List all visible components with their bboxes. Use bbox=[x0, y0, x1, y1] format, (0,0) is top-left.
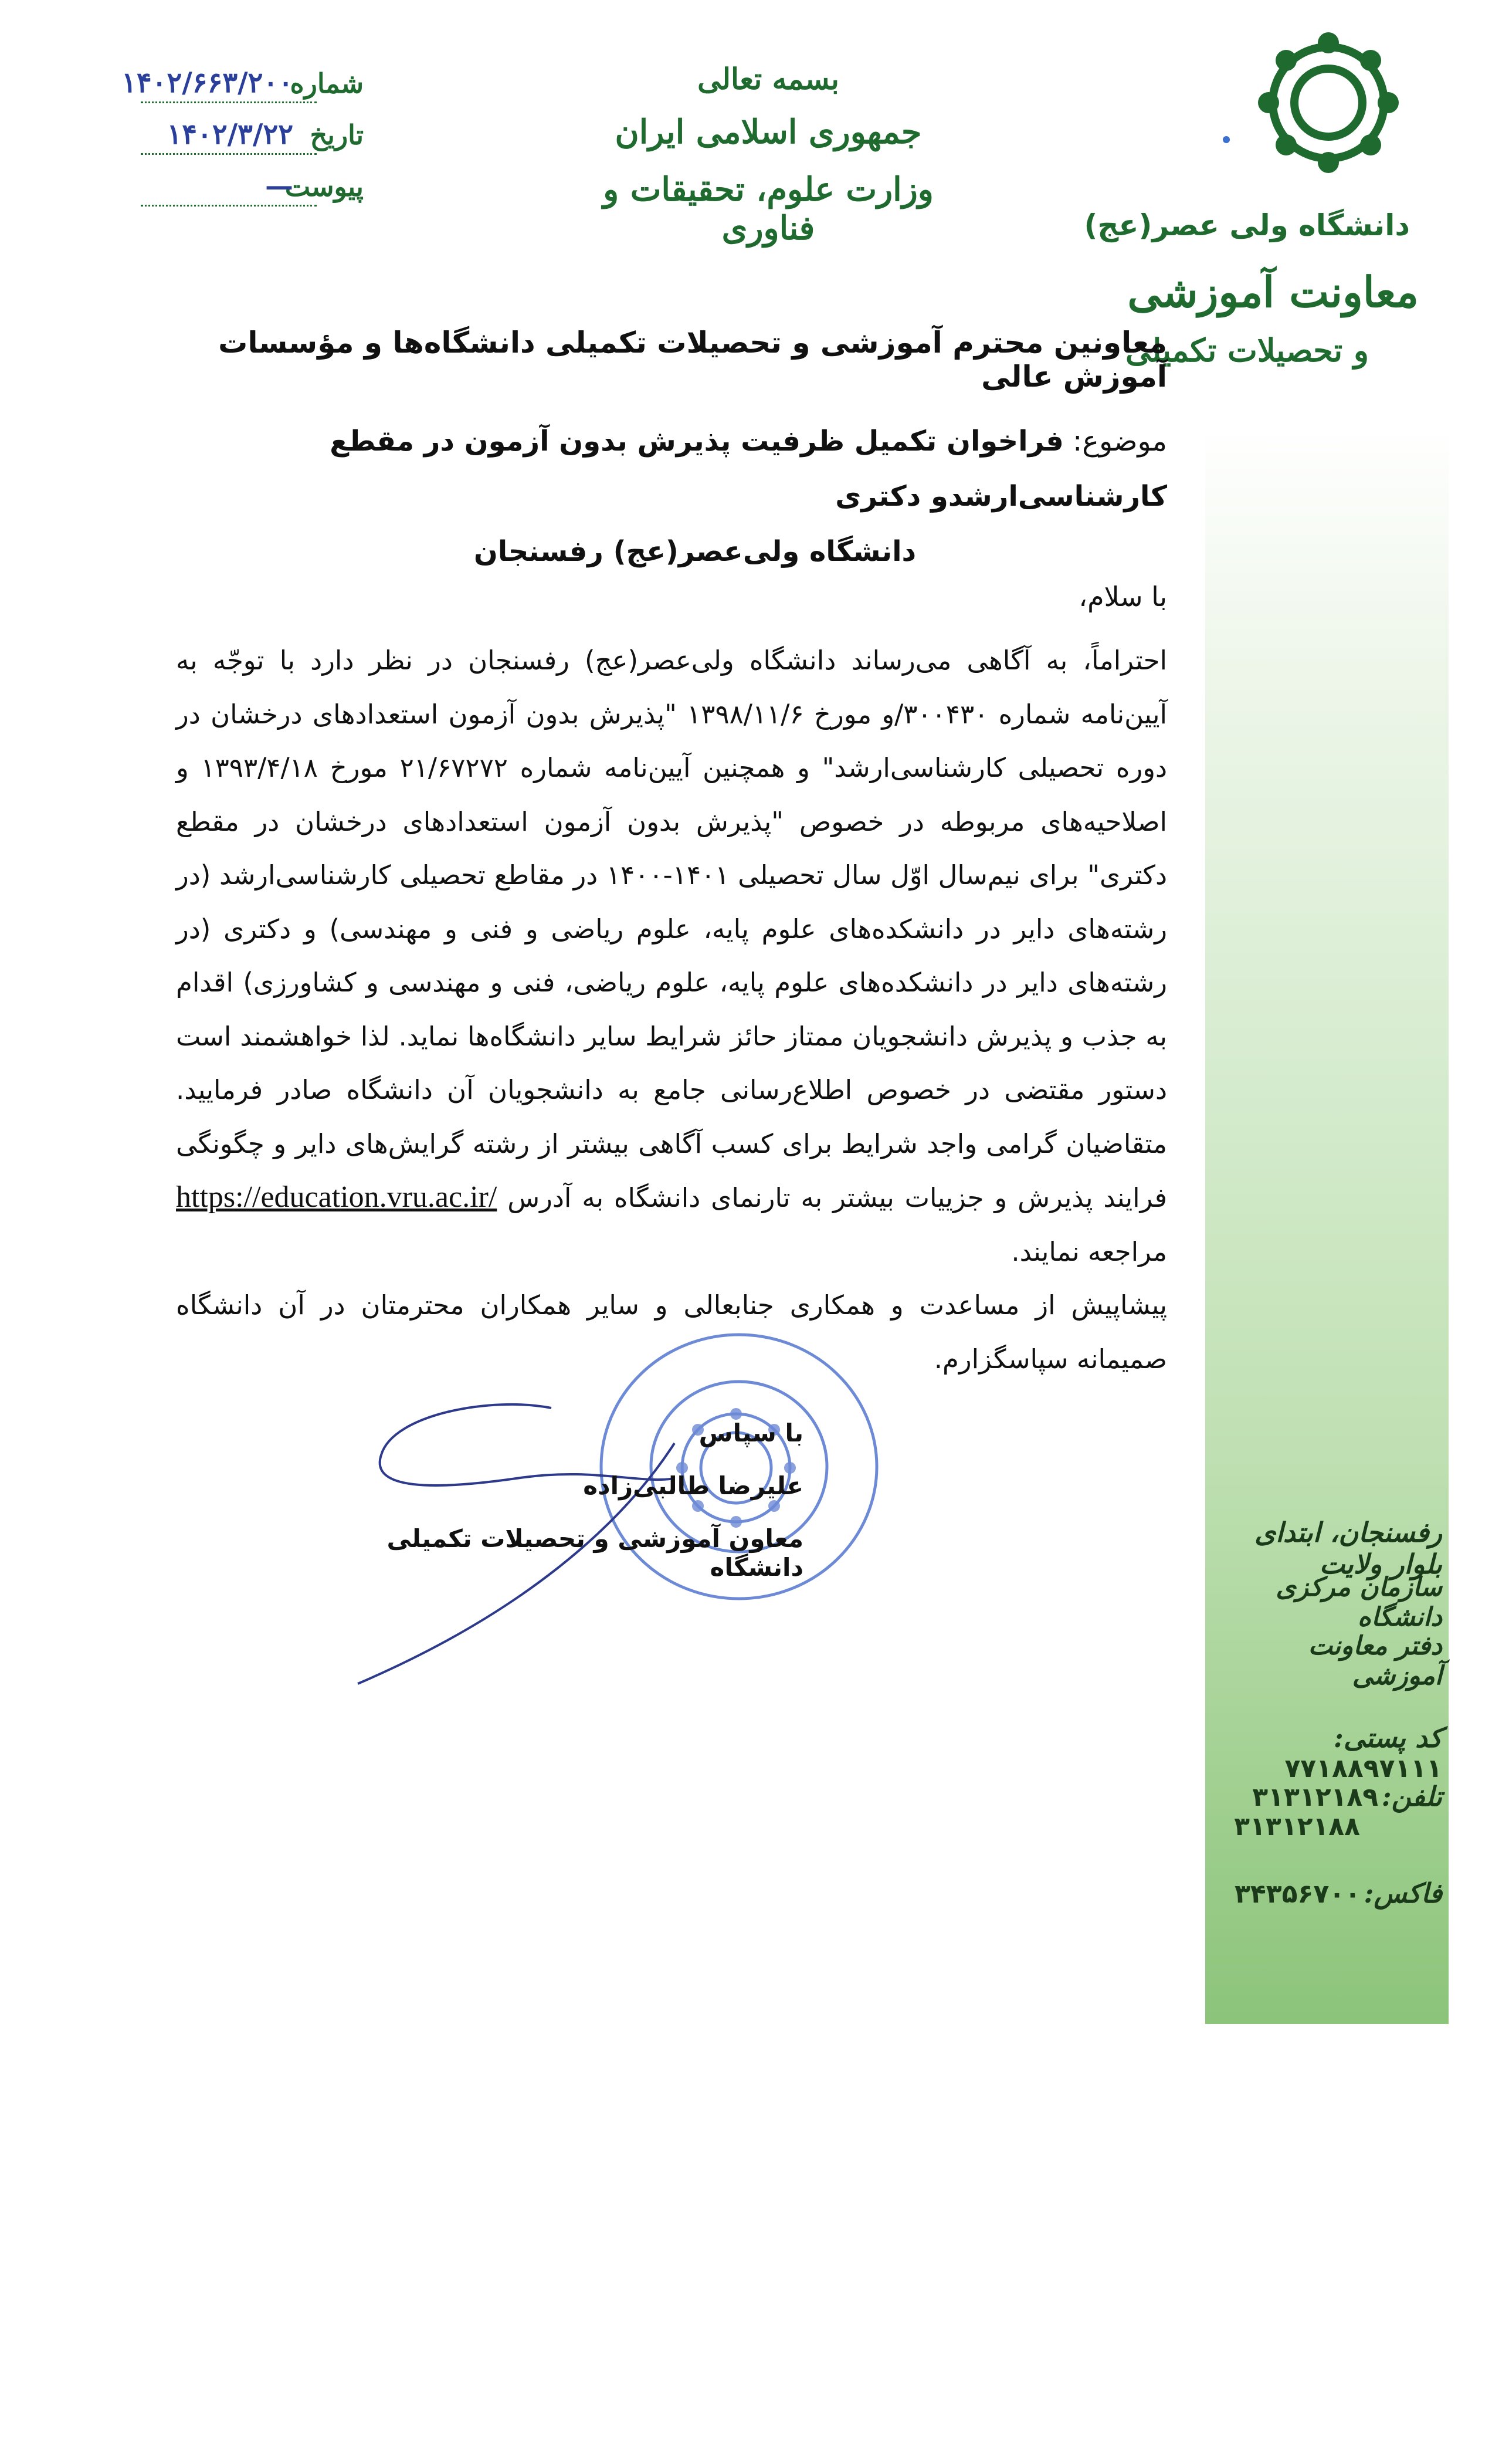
body-part2: مراجعه نمایند. bbox=[1011, 1236, 1167, 1267]
address-line2: سازمان مرکزی دانشگاه bbox=[1276, 1572, 1442, 1632]
office-name-line2: و تحصیلات تکمیلی bbox=[1125, 331, 1369, 369]
fax bbox=[1213, 1877, 1442, 1909]
letter-meta bbox=[117, 67, 364, 222]
date-line bbox=[141, 153, 317, 155]
ministry-name: وزارت علوم، تحقیقات و فناوری bbox=[603, 170, 934, 248]
date-label: تاریخ bbox=[310, 119, 364, 151]
meta-attachment-row bbox=[117, 171, 364, 222]
subject-block bbox=[176, 414, 1167, 579]
postal-value: ۷۷۱۸۸۹۷۱۱۱ bbox=[1284, 1754, 1442, 1783]
attachment-value: — bbox=[265, 170, 293, 202]
signer-name: علیرضا طالبی‌زاده bbox=[583, 1471, 803, 1500]
phone-label: تلفن: bbox=[1381, 1781, 1442, 1812]
phone-value1: ۳۱۳۱۲۱۸۹ bbox=[1252, 1782, 1379, 1812]
phone-second bbox=[1131, 1812, 1442, 1842]
recipient-line: معاونین محترم آموزشی و تحصیلات تکمیلی دانشگاه‌ها و مؤسسات آموزش عالی bbox=[218, 326, 1167, 394]
fax-value: ۳۴۳۵۶۷۰۰ bbox=[1235, 1879, 1361, 1909]
subject-label: موضوع: bbox=[1073, 425, 1167, 458]
address-line3: دفتر معاونت آموزشی bbox=[1308, 1631, 1442, 1691]
date-value: ۱۴۰۲/۳/۲۲ bbox=[167, 118, 293, 151]
phone bbox=[1213, 1781, 1442, 1812]
country-name: جمهوری اسلامی ایران bbox=[615, 113, 922, 151]
signature-thanks: با سپاس bbox=[698, 1419, 803, 1447]
fax-label: فاکس: bbox=[1364, 1877, 1442, 1909]
number-value: ۱۴۰۲/۶۶۳/۲۰۰ bbox=[121, 66, 293, 99]
signer-title: معاون آموزشی و تحصیلات تکمیلی دانشگاه bbox=[386, 1524, 803, 1582]
body-paragraph bbox=[176, 634, 1167, 1386]
number-label: شماره bbox=[290, 67, 364, 99]
meta-date-row bbox=[117, 119, 364, 171]
website-link[interactable]: https://education.vru.ac.ir/ bbox=[176, 1180, 497, 1214]
meta-number-row bbox=[117, 67, 364, 119]
closing-sentence: پیشاپیش از مساعدت و همکاری جنابعالی و سایر همکاران محترمتان در آن دانشگاه صمیمانه سپاسگزارم. bbox=[176, 1289, 1167, 1375]
university-logo-icon bbox=[1252, 26, 1405, 179]
scan-speck bbox=[1223, 136, 1230, 143]
bismillah: بسمه تعالی bbox=[697, 62, 839, 96]
attachment-line bbox=[141, 205, 317, 207]
postal-label: کد پستی: bbox=[1333, 1722, 1442, 1754]
postal-code bbox=[1213, 1722, 1442, 1783]
phone-value2: ۳۱۳۱۲۱۸۸ bbox=[1234, 1812, 1360, 1842]
subject-line2: دانشگاه ولی‌عصر(عج) رفسنجان bbox=[473, 535, 917, 568]
body-part1: احتراماً، به آگاهی می‌رساند دانشگاه ولی‌عصر(عج) رفسنجان در نظر دارد با توجّه به آیین‌نامه شماره ۳۰۰۴۳۰/و مورخ ۱۳۹۸/۱۱/۶ "پذیرش بدون آزمون استعدادهای درخشان در دوره تحصیلی کارشناسی‌ارشد" و همچنین آیین‌نامه شماره ۲۱/۶۷۲۷۲ مورخ ۱۳۹۳/۴/۱۸ و اصلاحیه‌های مربوطه در خصوص "پذیرش بدون آزمون استعدادهای درخشان در مقطع دکتری" برای نیم‌سال اوّل سال تحصیلی ۱۴۰۱-۱۴۰۰ در مقاطع تحصیلی کارشناسی‌ارشد (در رشته‌های دایر در دانشکده‌های علوم پایه، علوم ریاضی و فنی و مهندسی) و دکتری (در رشته‌های دایر در دانشکده‌های علوم پایه، علوم ریاضی، فنی و مهندسی و کشاورزی) اقدام به جذب و پذیرش دانشجویان ممتاز حائز شرایط سایر دانشگاه‌ها نماید. لذا خواهشمند است دستور مقتضی در خصوص اطلاع‌رسانی جامع به دانشجویان آن دانشگاه صادر فرمایید. متقاضیان گرامی واجد شرایط برای کسب آگاهی بیشتر از رشته گرایش‌های دایر و چگونگی فرایند پذیرش و جزییات بیشتر به تارنمای دانشگاه به آدرس bbox=[176, 645, 1168, 1213]
office-name-line1: معاونت آموزشی bbox=[1127, 267, 1419, 317]
attachment-label: پیوست bbox=[284, 171, 364, 202]
letterhead-center bbox=[598, 62, 938, 248]
number-line bbox=[141, 101, 317, 103]
university-name: دانشگاه ولی عصر(عج) bbox=[1084, 208, 1410, 242]
subject-line1: فراخوان تکمیل ظرفیت پذیرش بدون آزمون در مقطع کارشناسی‌ارشدو دکتری bbox=[330, 425, 1167, 513]
address-line1: رفسنجان، ابتدای بلوار ولایت bbox=[1254, 1517, 1442, 1580]
greeting: با سلام، bbox=[1079, 581, 1167, 612]
